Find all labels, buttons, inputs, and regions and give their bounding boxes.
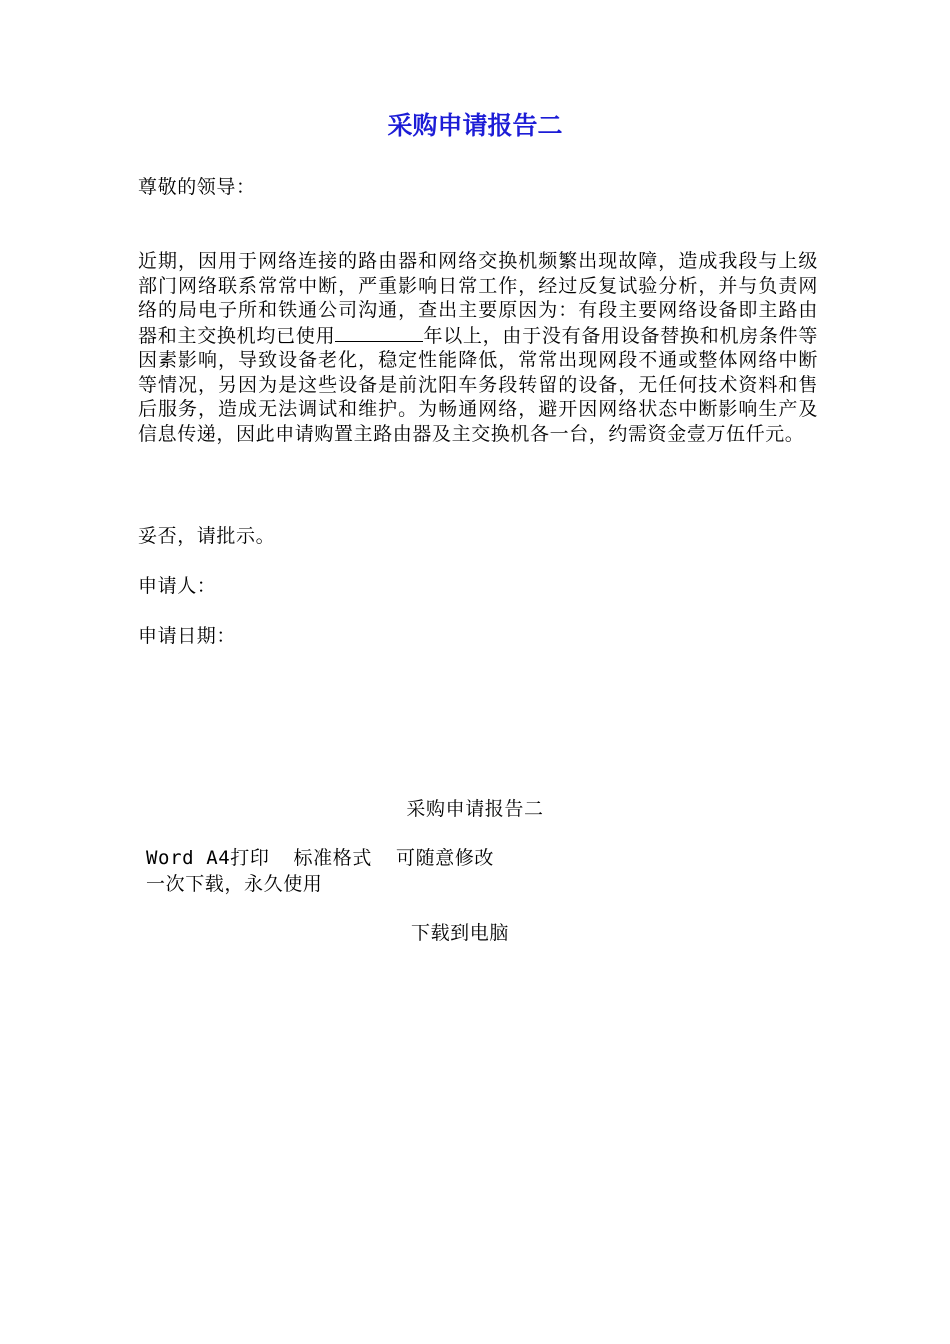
date-label: 申请日期： — [138, 625, 237, 647]
document-title: 采购申请报告二 — [387, 111, 563, 140]
applicant-label: 申请人： — [138, 575, 217, 597]
approval-request: 妥否，请批示。 — [138, 525, 276, 547]
footer-format-line: Word A4打印 标准格式 可随意修改 — [146, 847, 495, 869]
footer-title: 采购申请报告二 — [406, 798, 544, 820]
salutation: 尊敬的领导： — [138, 176, 256, 198]
body-text-part-1: 近期，因用于网络连接的路由器和网络交换机频繁出现故障，造成我段与上级部门网络联系常常中断，严重影响日常工作，经过反复试验分析，并与负责网络的局电子所和铁通公司沟通，查出主要原因为：有段主要网络设备即主路由器和主交换机均已使用 — [138, 250, 818, 347]
body-text-part-2: 年以上，由于没有备用设备替换和机房条件等因素影响，导致设备老化，稳定性能降低，常常出现网段不通或整体网络中断等情况，另因为是这些设备是前沈阳车务段转留的设备，无任何技术资料和售后服务，造成无法调试和维护。为畅通网络，避开因网络状态中断影响生产及信息传递，因此申请购置主路由器及主交换机各一台，约需资金壹万伍仟元。 — [138, 324, 818, 445]
footer-usage-line: 一次下载，永久使用 — [146, 873, 323, 895]
fill-in-blank[interactable] — [335, 323, 423, 342]
body-paragraph — [138, 249, 818, 446]
download-link[interactable]: 下载到电脑 — [410, 922, 509, 944]
